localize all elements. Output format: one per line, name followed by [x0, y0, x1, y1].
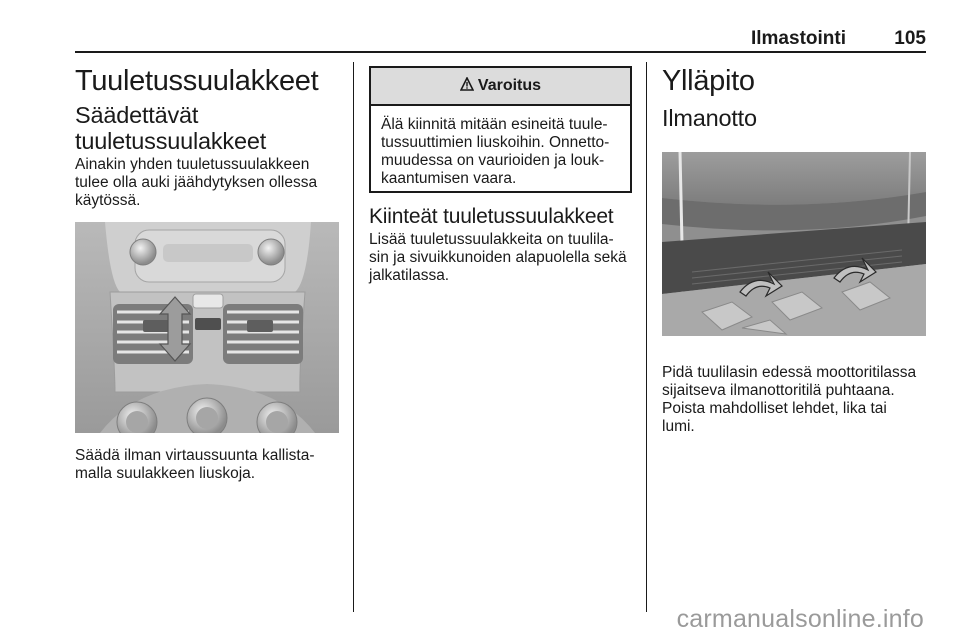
warning-line-1: Älä kiinnitä mitään esineitä tuule-: [381, 116, 608, 133]
intro-line-2: tulee olla auki jäähdytyksen ollessa: [75, 174, 318, 191]
air-intake-line-4: lumi.: [662, 418, 695, 435]
warning-header: [371, 68, 630, 106]
warning-title: Varoitus: [477, 77, 542, 94]
air-intake-line-2: sijaitseva ilmanottoritilä puhtaana.: [662, 382, 895, 399]
caption-line-1: Säädä ilman virtaussuunta kallista-: [75, 447, 315, 464]
right-column: [662, 64, 932, 131]
warning-line-3: muudessa on vaurioiden ja louk-: [381, 152, 605, 169]
vent-illustration-svg: [75, 222, 339, 433]
fixed-vents-line-3: jalkatilassa.: [369, 267, 450, 284]
watermark: carmanualsonline.info: [676, 605, 924, 633]
subheading-line-1: Säädettävät: [75, 102, 199, 128]
fixed-vents-line-2: sin ja sivuikkunoiden alapuolella sekä: [369, 249, 627, 266]
column-divider: [646, 62, 647, 612]
air-intake-illustration: [662, 152, 926, 336]
warning-body: [371, 106, 630, 188]
fixed-vents-line-1: Lisää tuuletussuulakkeita on tuulila-: [369, 231, 614, 248]
intro-line-1: Ainakin yhden tuuletussuulakkeen: [75, 156, 310, 173]
right-text: [662, 364, 937, 436]
intro-line-3: käytössä.: [75, 192, 141, 209]
left-caption: [75, 447, 345, 483]
fixed-vents-heading: Kiinteät tuuletussuulakkeet: [369, 205, 614, 228]
section-heading: Tuuletussuulakkeet: [75, 65, 319, 97]
header-rule: [75, 51, 926, 53]
subheading-line-2: tuuletussuulakkeet: [75, 128, 267, 154]
warning-line-2: tussuuttimien liuskoihin. Onnetto-: [381, 134, 610, 151]
warning-box: [369, 66, 632, 193]
middle-column: [369, 205, 639, 285]
page-number: 105: [894, 28, 926, 49]
air-intake-line-3: Poista mahdolliset lehdet, lika tai: [662, 400, 887, 417]
section-title: Ilmastointi: [750, 28, 846, 49]
air-intake-heading: Ilmanotto: [662, 105, 757, 131]
column-divider: [353, 62, 354, 612]
caption-line-2: malla suulakkeen liuskoja.: [75, 465, 256, 482]
page-header: [75, 26, 926, 52]
air-intake-illustration-svg: [662, 152, 926, 336]
vent-illustration: [75, 222, 339, 433]
maintenance-heading: Ylläpito: [662, 65, 755, 97]
left-column: [75, 64, 345, 210]
warning-triangle-icon: [460, 77, 474, 96]
air-intake-line-1: Pidä tuulilasin edessä moottoritilassa: [662, 364, 917, 381]
warning-line-4: kaantumisen vaara.: [381, 170, 517, 187]
